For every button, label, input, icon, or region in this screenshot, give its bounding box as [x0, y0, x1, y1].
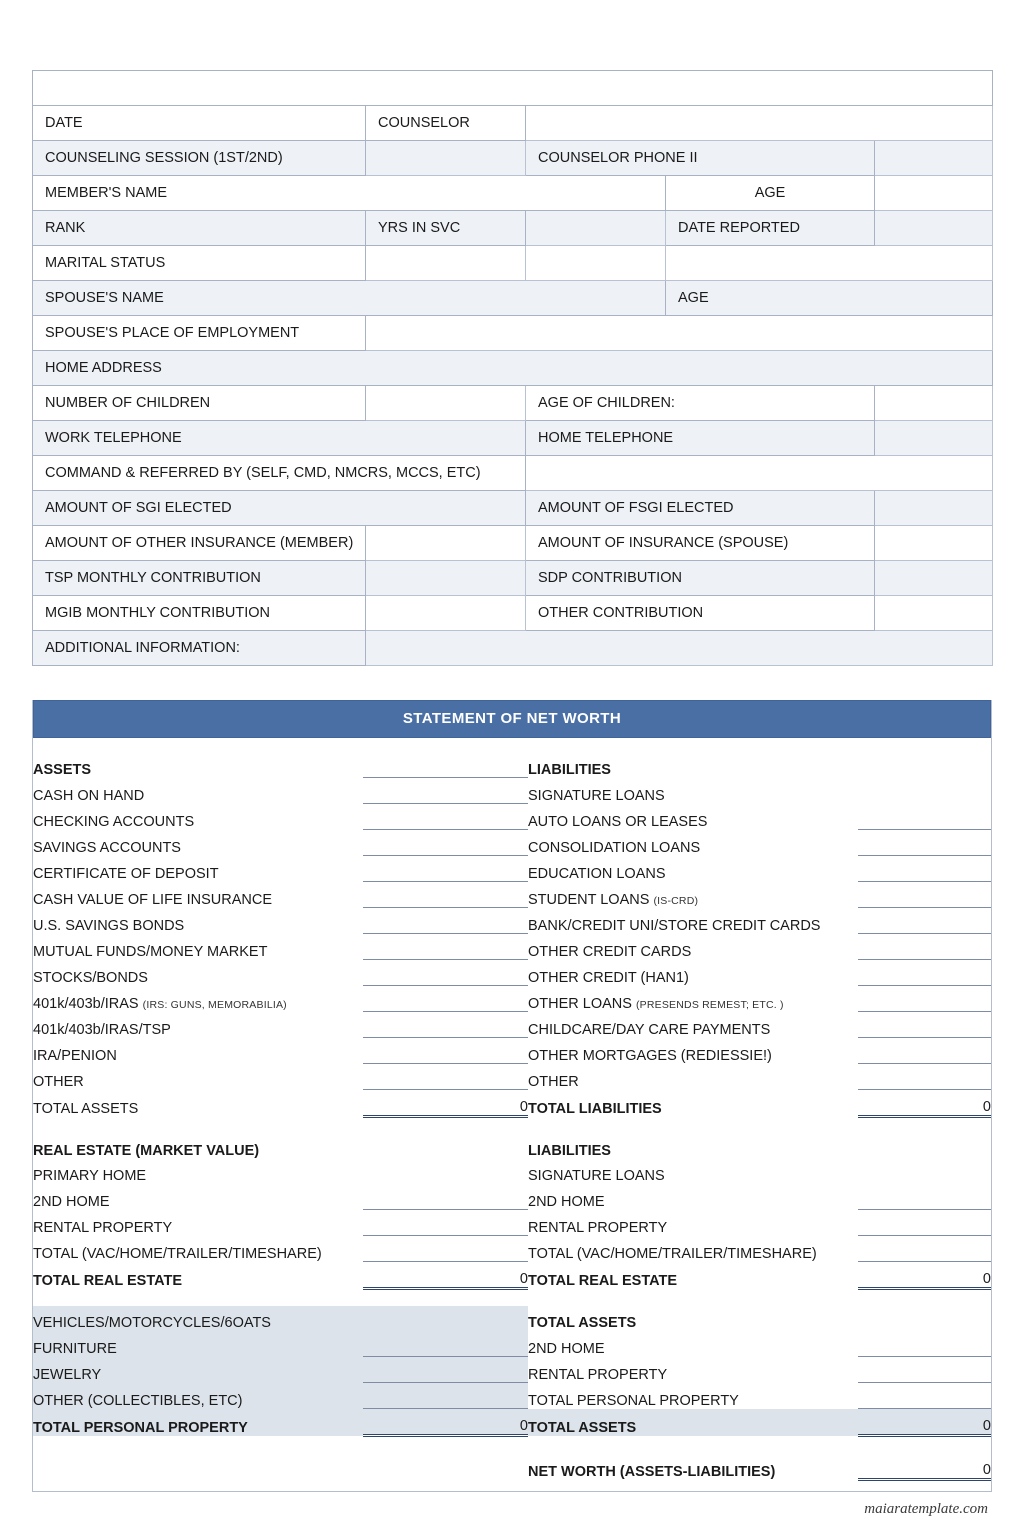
list-item — [33, 856, 991, 882]
row-spouses-name — [33, 281, 993, 316]
section-spacer — [33, 1436, 991, 1454]
field-sdp-contribution[interactable] — [875, 561, 993, 596]
row-additional-information — [33, 631, 993, 666]
page-title: FINANCIAL PLANNING WORKSHEET — [33, 71, 993, 106]
net-worth-blank-left-value — [363, 1453, 528, 1480]
real-estate-header-spacer — [363, 1134, 528, 1159]
list-item — [33, 1210, 991, 1236]
liability-value[interactable] — [858, 882, 991, 908]
label-date: DATE — [33, 106, 366, 141]
real-estate-liability-label: RENTAL PROPERTY — [528, 1219, 668, 1236]
asset-value[interactable] — [363, 986, 528, 1012]
list-item — [33, 1306, 991, 1331]
list-item — [33, 882, 991, 908]
asset-value[interactable] — [363, 778, 528, 804]
real-estate-label: 2ND HOME — [33, 1193, 110, 1210]
liability-label: SIGNATURE LOANS — [528, 787, 665, 804]
list-item — [33, 804, 991, 830]
assets-liabilities-grid — [33, 752, 991, 1134]
liability-value[interactable] — [858, 908, 991, 934]
section-spacer — [33, 1289, 991, 1307]
liabilities-header-spacer — [858, 752, 991, 778]
personal-property-label: VEHICLES/MOTORCYCLES/6OATS — [33, 1315, 271, 1331]
liability-label: OTHER CREDIT CARDS — [528, 943, 692, 960]
label-additional-information: ADDITIONAL INFORMATION: — [33, 631, 366, 666]
label-counselor: COUNSELOR — [366, 106, 526, 141]
field-member-age[interactable] — [875, 176, 993, 211]
asset-label: IRA/PENION — [33, 1047, 117, 1064]
asset-label: OTHER — [33, 1073, 84, 1090]
label-insurance-spouse: AMOUNT OF INSURANCE (SPOUSE) — [526, 526, 875, 561]
row-members-name — [33, 176, 993, 211]
section-spacer — [33, 1117, 991, 1135]
field-date-reported[interactable] — [875, 211, 993, 246]
field-counseling-session[interactable] — [366, 141, 526, 176]
real-estate-liability-value-spacer — [858, 1159, 991, 1184]
label-other-contribution: OTHER CONTRIBUTION — [526, 596, 875, 631]
field-age-of-children[interactable] — [875, 386, 993, 421]
field-command-referred-by[interactable] — [526, 456, 993, 491]
list-item — [33, 1064, 991, 1090]
total-liabilities-label: TOTAL LIABILITIES — [528, 1100, 662, 1117]
total-real-estate-liabilities-value: 0 — [858, 1262, 991, 1289]
field-other-insurance-member[interactable] — [366, 526, 526, 561]
row-sgi — [33, 491, 993, 526]
liability-label: OTHER LOANS — [528, 995, 632, 1012]
list-item — [33, 1357, 991, 1383]
label-sdp-contribution: SDP CONTRIBUTION — [526, 561, 875, 596]
liabilities-header: LIABILITIES — [528, 761, 611, 778]
label-date-reported: DATE REPORTED — [666, 211, 875, 246]
asset-value[interactable] — [363, 1012, 528, 1038]
label-members-name: MEMBER'S NAME — [33, 176, 666, 211]
list-item — [33, 1383, 991, 1409]
asset-label: CERTIFICATE OF DEPOSIT — [33, 865, 219, 882]
summary-total-assets-value: 0 — [858, 1409, 991, 1436]
personal-property-label: JEWELRY — [33, 1366, 102, 1383]
field-marital-status-2[interactable] — [526, 246, 666, 281]
liability-label: OTHER — [528, 1073, 579, 1090]
net-worth-blank-left — [33, 1453, 363, 1480]
label-command-referred-by: COMMAND & REFERRED BY (SELF, CMD, NMCRS, MCCS, ETC) — [33, 456, 526, 491]
liability-label: CHILDCARE/DAY CARE PAYMENTS — [528, 1021, 771, 1038]
label-marital-status: MARITAL STATUS — [33, 246, 366, 281]
field-spouses-place-of-employment[interactable] — [366, 316, 993, 351]
liability-value[interactable] — [858, 1012, 991, 1038]
label-work-telephone: WORK TELEPHONE — [33, 421, 526, 456]
real-estate-grid — [33, 1134, 991, 1306]
asset-value[interactable] — [363, 1064, 528, 1090]
liability-value[interactable] — [858, 1038, 991, 1064]
row-work-telephone — [33, 421, 993, 456]
field-mgib-monthly[interactable] — [366, 596, 526, 631]
summary-value[interactable] — [858, 1357, 991, 1383]
personal-property-value[interactable] — [363, 1357, 528, 1383]
label-rank: RANK — [33, 211, 366, 246]
totals-row — [33, 1262, 991, 1289]
personal-property-value[interactable] — [363, 1331, 528, 1357]
list-item — [33, 1159, 991, 1184]
personal-property-label: FURNITURE — [33, 1340, 117, 1357]
label-spouses-name: SPOUSE'S NAME — [33, 281, 666, 316]
list-item — [33, 1331, 991, 1357]
row-date — [33, 106, 993, 141]
real-estate-liability-label: SIGNATURE LOANS — [528, 1168, 665, 1184]
row-tsp — [33, 561, 993, 596]
real-estate-value[interactable] — [363, 1184, 528, 1210]
statement-of-net-worth — [32, 700, 992, 1492]
summary-label: TOTAL PERSONAL PROPERTY — [528, 1392, 739, 1409]
asset-note: (IRS: GUNS, MEMORABILIA) — [142, 998, 287, 1011]
field-marital-status[interactable] — [366, 246, 526, 281]
row-number-of-children — [33, 386, 993, 421]
list-item — [33, 960, 991, 986]
net-worth-label: NET WORTH (ASSETS-LIABILITIES) — [528, 1463, 776, 1480]
list-item — [33, 1236, 991, 1262]
real-estate-label: RENTAL PROPERTY — [33, 1219, 173, 1236]
field-tsp-monthly[interactable] — [366, 561, 526, 596]
row-counseling-session — [33, 141, 993, 176]
liability-note: (PRESENDS REMEST; ETC. ) — [635, 998, 784, 1011]
summary-value-spacer — [858, 1306, 991, 1331]
liability-label: AUTO LOANS OR LEASES — [528, 813, 708, 830]
asset-value[interactable] — [363, 804, 528, 830]
assets-header: ASSETS — [33, 761, 92, 778]
real-estate-liability-value[interactable] — [858, 1236, 991, 1262]
total-real-estate-value: 0 — [363, 1262, 528, 1289]
field-counselor-phone[interactable] — [875, 141, 993, 176]
label-yrs-in-svc: YRS IN SVC — [366, 211, 526, 246]
asset-value[interactable] — [363, 908, 528, 934]
liability-value[interactable] — [858, 960, 991, 986]
real-estate-liability-label: 2ND HOME — [528, 1193, 605, 1210]
summary-value[interactable] — [858, 1383, 991, 1409]
label-counselor-phone: COUNSELOR PHONE II — [526, 141, 875, 176]
real-estate-header: REAL ESTATE (MARKET VALUE) — [33, 1143, 260, 1159]
liability-value-spacer — [858, 778, 991, 804]
asset-value[interactable] — [363, 1038, 528, 1064]
total-real-estate-liabilities-label: TOTAL REAL ESTATE — [528, 1272, 678, 1289]
real-estate-liab-header-spacer — [858, 1134, 991, 1159]
label-number-of-children: NUMBER OF CHILDREN — [33, 386, 366, 421]
liability-value[interactable] — [858, 830, 991, 856]
personal-property-value-spacer — [363, 1306, 528, 1331]
real-estate-value[interactable] — [363, 1210, 528, 1236]
field-amount-of-fsgi[interactable] — [875, 491, 993, 526]
liability-note: (IS-CRD) — [653, 894, 699, 907]
liability-label: BANK/CREDIT UNI/STORE CREDIT CARDS — [528, 917, 821, 934]
row-marital-status — [33, 246, 993, 281]
list-item — [33, 934, 991, 960]
asset-value[interactable] — [363, 960, 528, 986]
liability-label: EDUCATION LOANS — [528, 865, 666, 882]
total-personal-property-value: 0 — [363, 1409, 528, 1436]
real-estate-label: TOTAL (VAC/HOME/TRAILER/TIMESHARE) — [33, 1245, 322, 1262]
real-estate-value-spacer — [363, 1159, 528, 1184]
label-amount-of-sgi: AMOUNT OF SGI ELECTED — [33, 491, 526, 526]
net-worth-value: 0 — [858, 1453, 991, 1480]
row-mgib — [33, 596, 993, 631]
real-estate-header-row — [33, 1134, 991, 1159]
label-spouse-age: AGE — [666, 281, 993, 316]
summary-value[interactable] — [858, 1331, 991, 1357]
label-tsp-monthly: TSP MONTHLY CONTRIBUTION — [33, 561, 366, 596]
liability-value[interactable] — [858, 986, 991, 1012]
asset-value[interactable] — [363, 882, 528, 908]
personal-property-grid — [33, 1306, 991, 1481]
asset-label: U.S. SAVINGS BONDS — [33, 917, 185, 934]
summary-total-assets-label: TOTAL ASSETS — [528, 1409, 858, 1436]
row-rank — [33, 211, 993, 246]
liability-label: OTHER CREDIT (HAN1) — [528, 969, 689, 986]
asset-label: SAVINGS ACCOUNTS — [33, 839, 181, 856]
liability-value[interactable] — [858, 934, 991, 960]
real-estate-liability-label: TOTAL (VAC/HOME/TRAILER/TIMESHARE) — [528, 1245, 817, 1262]
row-home-address — [33, 351, 993, 386]
asset-label: 401k/403b/IRAS/TSP — [33, 1021, 171, 1038]
total-assets-value: 0 — [363, 1090, 528, 1117]
list-item — [33, 908, 991, 934]
net-worth-row — [33, 1453, 991, 1480]
field-home-telephone[interactable] — [875, 421, 993, 456]
real-estate-liability-value[interactable] — [858, 1184, 991, 1210]
real-estate-value[interactable] — [363, 1236, 528, 1262]
total-assets-label: TOTAL ASSETS — [33, 1100, 139, 1117]
asset-label: 401k/403b/IRAS — [33, 995, 139, 1012]
list-item — [33, 986, 991, 1012]
summary-label: TOTAL ASSETS — [528, 1306, 858, 1331]
real-estate-liabilities-header: LIABILITIES — [528, 1143, 611, 1159]
assets-header-rule — [363, 752, 528, 778]
asset-label: CASH VALUE OF LIFE INSURANCE — [33, 891, 273, 908]
row-other-insurance — [33, 526, 993, 561]
site-watermark: maiaratemplate.com — [864, 1501, 988, 1517]
label-member-age: AGE — [666, 176, 875, 211]
asset-value[interactable] — [363, 830, 528, 856]
total-personal-property-label: TOTAL PERSONAL PROPERTY — [33, 1409, 363, 1436]
asset-value[interactable] — [363, 856, 528, 882]
field-other-contribution[interactable] — [875, 596, 993, 631]
personal-property-value[interactable] — [363, 1383, 528, 1409]
real-estate-liability-value[interactable] — [858, 1210, 991, 1236]
field-yrs-in-svc[interactable] — [526, 211, 666, 246]
asset-label: CASH ON HAND — [33, 787, 145, 804]
label-amount-of-fsgi: AMOUNT OF FSGI ELECTED — [526, 491, 875, 526]
field-number-of-children[interactable] — [366, 386, 526, 421]
label-age-of-children: AGE OF CHILDREN: — [526, 386, 875, 421]
summary-label: RENTAL PROPERTY — [528, 1366, 668, 1383]
total-real-estate-label: TOTAL REAL ESTATE — [33, 1272, 183, 1289]
total-liabilities-value: 0 — [858, 1090, 991, 1117]
list-item — [33, 1012, 991, 1038]
label-other-insurance-member: AMOUNT OF OTHER INSURANCE (MEMBER) — [33, 526, 366, 561]
label-home-address: HOME ADDRESS — [33, 351, 993, 386]
row-command-referred-by — [33, 456, 993, 491]
liability-label: STUDENT LOANS — [528, 891, 650, 908]
label-mgib-monthly: MGIB MONTHLY CONTRIBUTION — [33, 596, 366, 631]
list-item — [33, 830, 991, 856]
liability-value[interactable] — [858, 804, 991, 830]
net-worth-body — [33, 738, 991, 1491]
totals-row — [33, 1090, 991, 1117]
field-insurance-spouse[interactable] — [875, 526, 993, 561]
liability-label: OTHER MORTGAGES (REDIESSIE!) — [528, 1047, 772, 1064]
totals-row — [33, 1409, 991, 1436]
list-item — [33, 778, 991, 804]
liability-label: CONSOLIDATION LOANS — [528, 839, 701, 856]
field-counselor[interactable] — [526, 106, 993, 141]
financial-planning-worksheet — [32, 70, 993, 666]
row-spouses-employment — [33, 316, 993, 351]
worksheet-title-row — [33, 71, 993, 106]
liability-value[interactable] — [858, 856, 991, 882]
asset-label: MUTUAL FUNDS/MONEY MARKET — [33, 943, 268, 960]
label-home-telephone: HOME TELEPHONE — [526, 421, 875, 456]
field-marital-status-3[interactable] — [666, 246, 993, 281]
summary-label: 2ND HOME — [528, 1340, 605, 1357]
asset-label: CHECKING ACCOUNTS — [33, 813, 195, 830]
net-worth-title: STATEMENT OF NET WORTH — [33, 700, 991, 738]
personal-property-label: OTHER (COLLECTIBLES, ETC) — [33, 1392, 243, 1409]
label-spouses-place-of-employment: SPOUSE'S PLACE OF EMPLOYMENT — [33, 316, 366, 351]
liability-value[interactable] — [858, 1064, 991, 1090]
asset-value[interactable] — [363, 934, 528, 960]
asset-label: STOCKS/BONDS — [33, 969, 148, 986]
label-counseling-session: COUNSELING SESSION (1ST/2ND) — [33, 141, 366, 176]
field-additional-information[interactable] — [366, 631, 993, 666]
list-item — [33, 1038, 991, 1064]
assets-liabilities-header-row — [33, 752, 991, 778]
list-item — [33, 1184, 991, 1210]
real-estate-label: PRIMARY HOME — [33, 1168, 147, 1184]
